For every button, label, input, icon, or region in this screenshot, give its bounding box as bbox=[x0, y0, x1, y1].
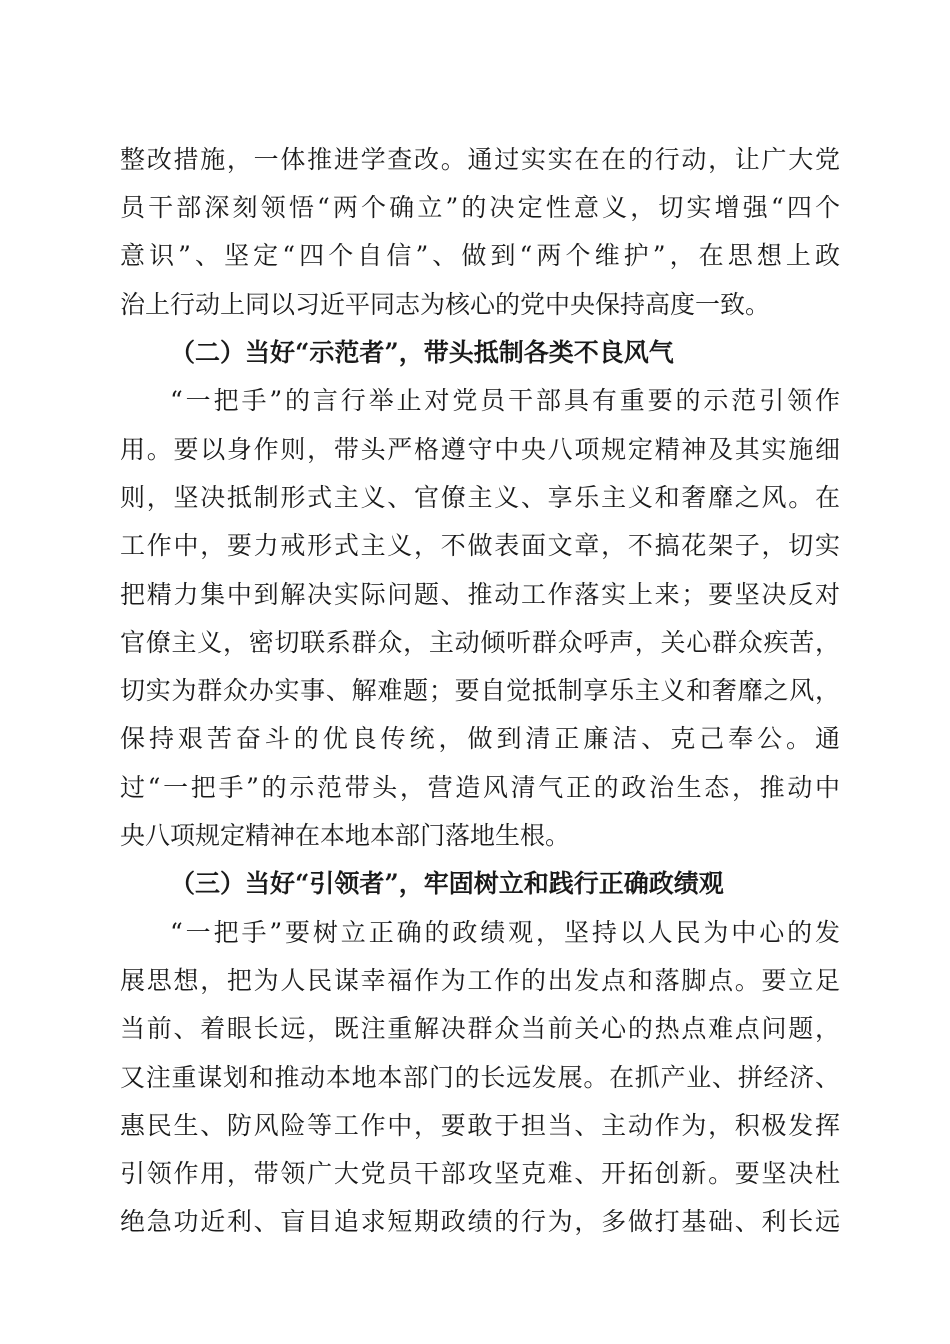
paragraph-line: 惠民生、防风险等工作中，要敢于担当、主动作为，积极发挥 bbox=[120, 1111, 840, 1140]
paragraph-line: 则，坚决抵制形式主义、官僚主义、享乐主义和奢靡之风。在 bbox=[120, 483, 840, 512]
paragraph-line: 员干部深刻领悟“两个确立”的决定性意义，切实增强“四个 bbox=[120, 193, 840, 222]
paragraph-line: 切实为群众办实事、解难题；要自觉抵制享乐主义和奢靡之风， bbox=[120, 676, 840, 705]
paragraph-line: 意识”、坚定“四个自信”、做到“两个维护”，在思想上政 bbox=[120, 241, 840, 270]
paragraph-line: 绝急功近利、盲目追求短期政绩的行为，多做打基础、利长远 bbox=[120, 1207, 840, 1236]
paragraph-line: 用。要以身作则，带头严格遵守中央八项规定精神及其实施细 bbox=[120, 435, 840, 464]
paragraph-line: 过“一把手”的示范带头，营造风清气正的政治生态，推动中 bbox=[120, 773, 840, 802]
paragraph-line: 把精力集中到解决实际问题、推动工作落实上来；要坚决反对 bbox=[120, 580, 840, 609]
paragraph-line: 展思想，把为人民谋幸福作为工作的出发点和落脚点。要立足 bbox=[120, 966, 840, 995]
paragraph-line: 治上行动上同以习近平同志为核心的党中央保持高度一致。 bbox=[120, 290, 771, 319]
paragraph-line: 当前、着眼长远，既注重解决群众当前关心的热点难点问题， bbox=[120, 1014, 840, 1043]
paragraph-line: “一把手”要树立正确的政绩观，坚持以人民为中心的发 bbox=[170, 918, 840, 947]
paragraph-line: “一把手”的言行举止对党员干部具有重要的示范引领作 bbox=[170, 386, 840, 415]
paragraph-line: 保持艰苦奋斗的优良传统，做到清正廉洁、克己奉公。通 bbox=[120, 724, 840, 753]
paragraph-line: 央八项规定精神在本地本部门落地生根。 bbox=[120, 821, 571, 850]
paragraph-line: 整改措施，一体推进学查改。通过实实在在的行动，让广大党 bbox=[120, 145, 840, 174]
paragraph-line: 引领作用，带领广大党员干部攻坚克难、开拓创新。要坚决杜 bbox=[120, 1159, 840, 1188]
paragraph-line: 工作中，要力戒形式主义，不做表面文章，不搞花架子，切实 bbox=[120, 531, 840, 560]
paragraph-line: 官僚主义，密切联系群众，主动倾听群众呼声，关心群众疾苦， bbox=[120, 628, 840, 657]
section-heading-2: （二）当好“示范者”，带头抵制各类不良风气 bbox=[170, 338, 674, 367]
paragraph-line: 又注重谋划和推动本地本部门的长远发展。在抓产业、拼经济、 bbox=[120, 1063, 840, 1092]
section-heading-3: （三）当好“引领者”，牢固树立和践行正确政绩观 bbox=[170, 869, 724, 898]
